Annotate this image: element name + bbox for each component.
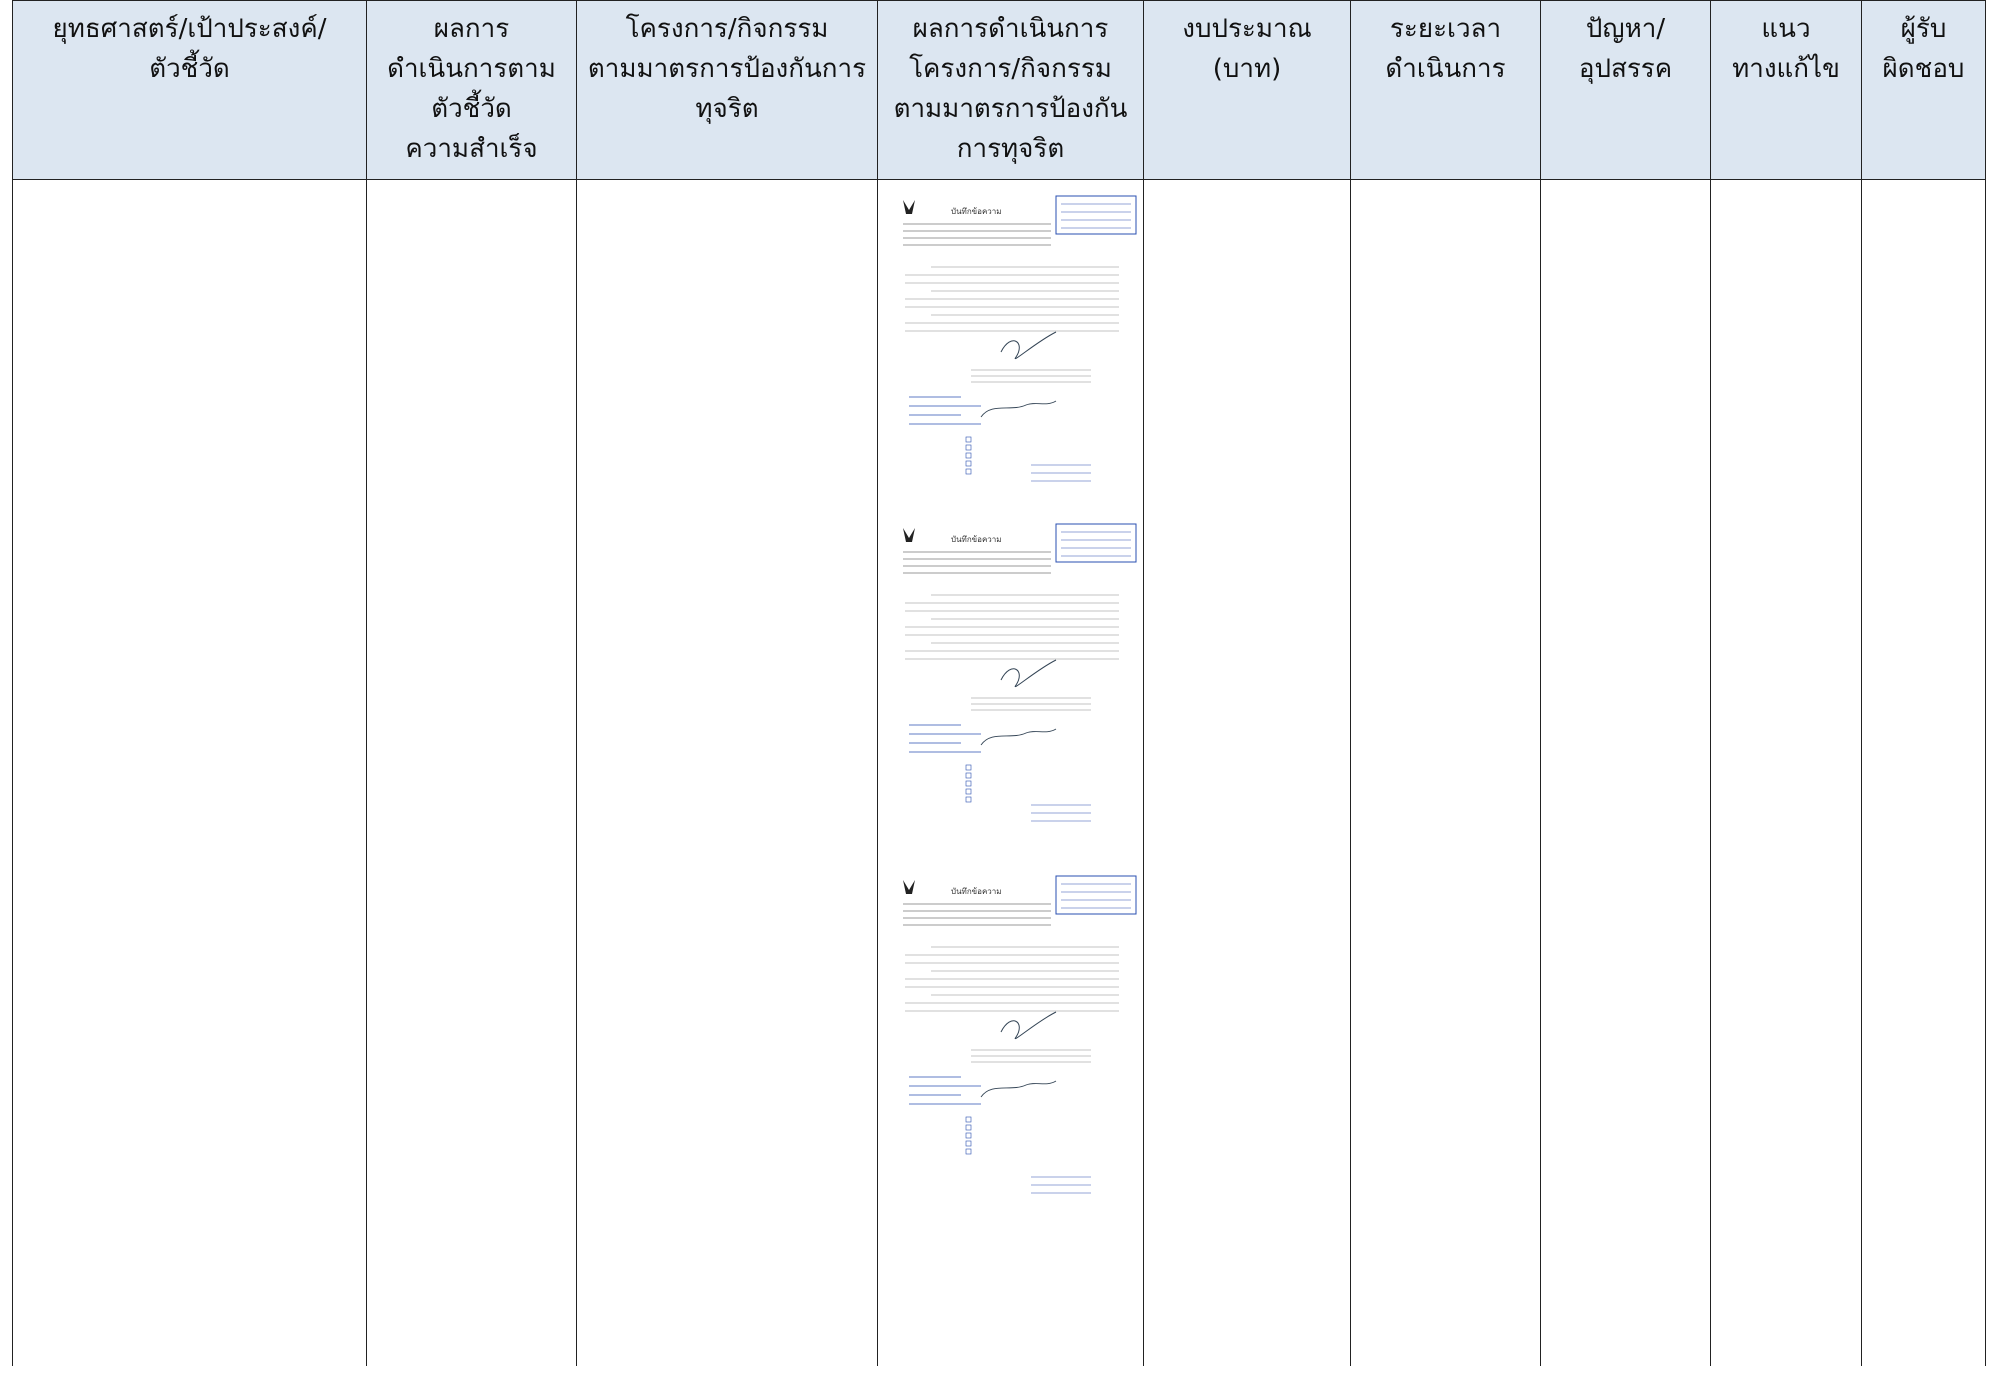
report-table xyxy=(12,0,1986,1366)
memo-heading: บันทึกข้อความ xyxy=(951,207,1002,216)
scanned-memo-image xyxy=(891,520,1141,850)
signature-scribble xyxy=(1001,1012,1056,1039)
memo-heading: บันทึกข้อความ xyxy=(951,535,1002,544)
checkbox-mark xyxy=(966,1117,971,1122)
header-indicator-result: ผลการ ดำเนินการตาม ตัวชี้วัด ความสำเร็จ xyxy=(367,1,577,180)
signature-scribble xyxy=(1001,332,1056,359)
header-strategy: ยุทธศาสตร์/เป้าประสงค์/ ตัวชี้วัด xyxy=(13,1,367,180)
checkbox-mark xyxy=(966,1125,971,1130)
header-problems: ปัญหา/ อุปสรรค xyxy=(1541,1,1711,180)
scanned-memo-image xyxy=(891,192,1141,510)
approval-signature xyxy=(981,729,1056,745)
scanned-memo-image xyxy=(891,872,1141,1222)
cell-duration xyxy=(1351,180,1541,1367)
memo-page-drawing xyxy=(891,872,1141,1222)
checkbox-mark xyxy=(966,789,971,794)
checkbox-mark xyxy=(966,765,971,770)
checkbox-mark xyxy=(966,461,971,466)
cell-responsible xyxy=(1862,180,1986,1367)
header-project: โครงการ/กิจกรรม ตามมาตรการป้องกันการ ทุจริต xyxy=(577,1,878,180)
checkbox-mark xyxy=(966,445,971,450)
checkbox-mark xyxy=(966,1141,971,1146)
checkbox-mark xyxy=(966,453,971,458)
header-solutions: แนว ทางแก้ไข xyxy=(1711,1,1862,180)
header-row xyxy=(13,1,1986,180)
checkbox-mark xyxy=(966,773,971,778)
memo-page-drawing xyxy=(891,192,1141,510)
cell-solutions xyxy=(1711,180,1862,1367)
approval-signature xyxy=(981,401,1056,417)
cell-strategy xyxy=(13,180,367,1367)
checkbox-mark xyxy=(966,469,971,474)
received-stamp xyxy=(1056,196,1136,234)
garuda-emblem-icon xyxy=(903,200,915,214)
cell-problems xyxy=(1541,180,1711,1367)
checkbox-mark xyxy=(966,797,971,802)
memo-page-drawing xyxy=(891,520,1141,850)
cell-project-result xyxy=(878,180,1144,1367)
approval-signature xyxy=(981,1081,1056,1097)
header-budget: งบประมาณ (บาท) xyxy=(1144,1,1351,180)
checkbox-mark xyxy=(966,1133,971,1138)
checkbox-mark xyxy=(966,1149,971,1154)
header-responsible: ผู้รับ ผิดชอบ xyxy=(1862,1,1986,180)
report-table-wrapper xyxy=(12,0,1985,1373)
table-row xyxy=(13,180,1986,1367)
garuda-emblem-icon xyxy=(903,528,915,542)
cell-project xyxy=(577,180,878,1367)
header-project-result: ผลการดำเนินการ โครงการ/กิจกรรม ตามมาตรการป้องกัน การทุจริต xyxy=(878,1,1144,180)
scanned-documents xyxy=(878,180,1143,1366)
memo-heading: บันทึกข้อความ xyxy=(951,887,1002,896)
header-duration: ระยะเวลา ดำเนินการ xyxy=(1351,1,1541,180)
cell-budget xyxy=(1144,180,1351,1367)
garuda-emblem-icon xyxy=(903,880,915,894)
checkbox-mark xyxy=(966,781,971,786)
cell-indicator-result xyxy=(367,180,577,1367)
checkbox-mark xyxy=(966,437,971,442)
signature-scribble xyxy=(1001,660,1056,687)
